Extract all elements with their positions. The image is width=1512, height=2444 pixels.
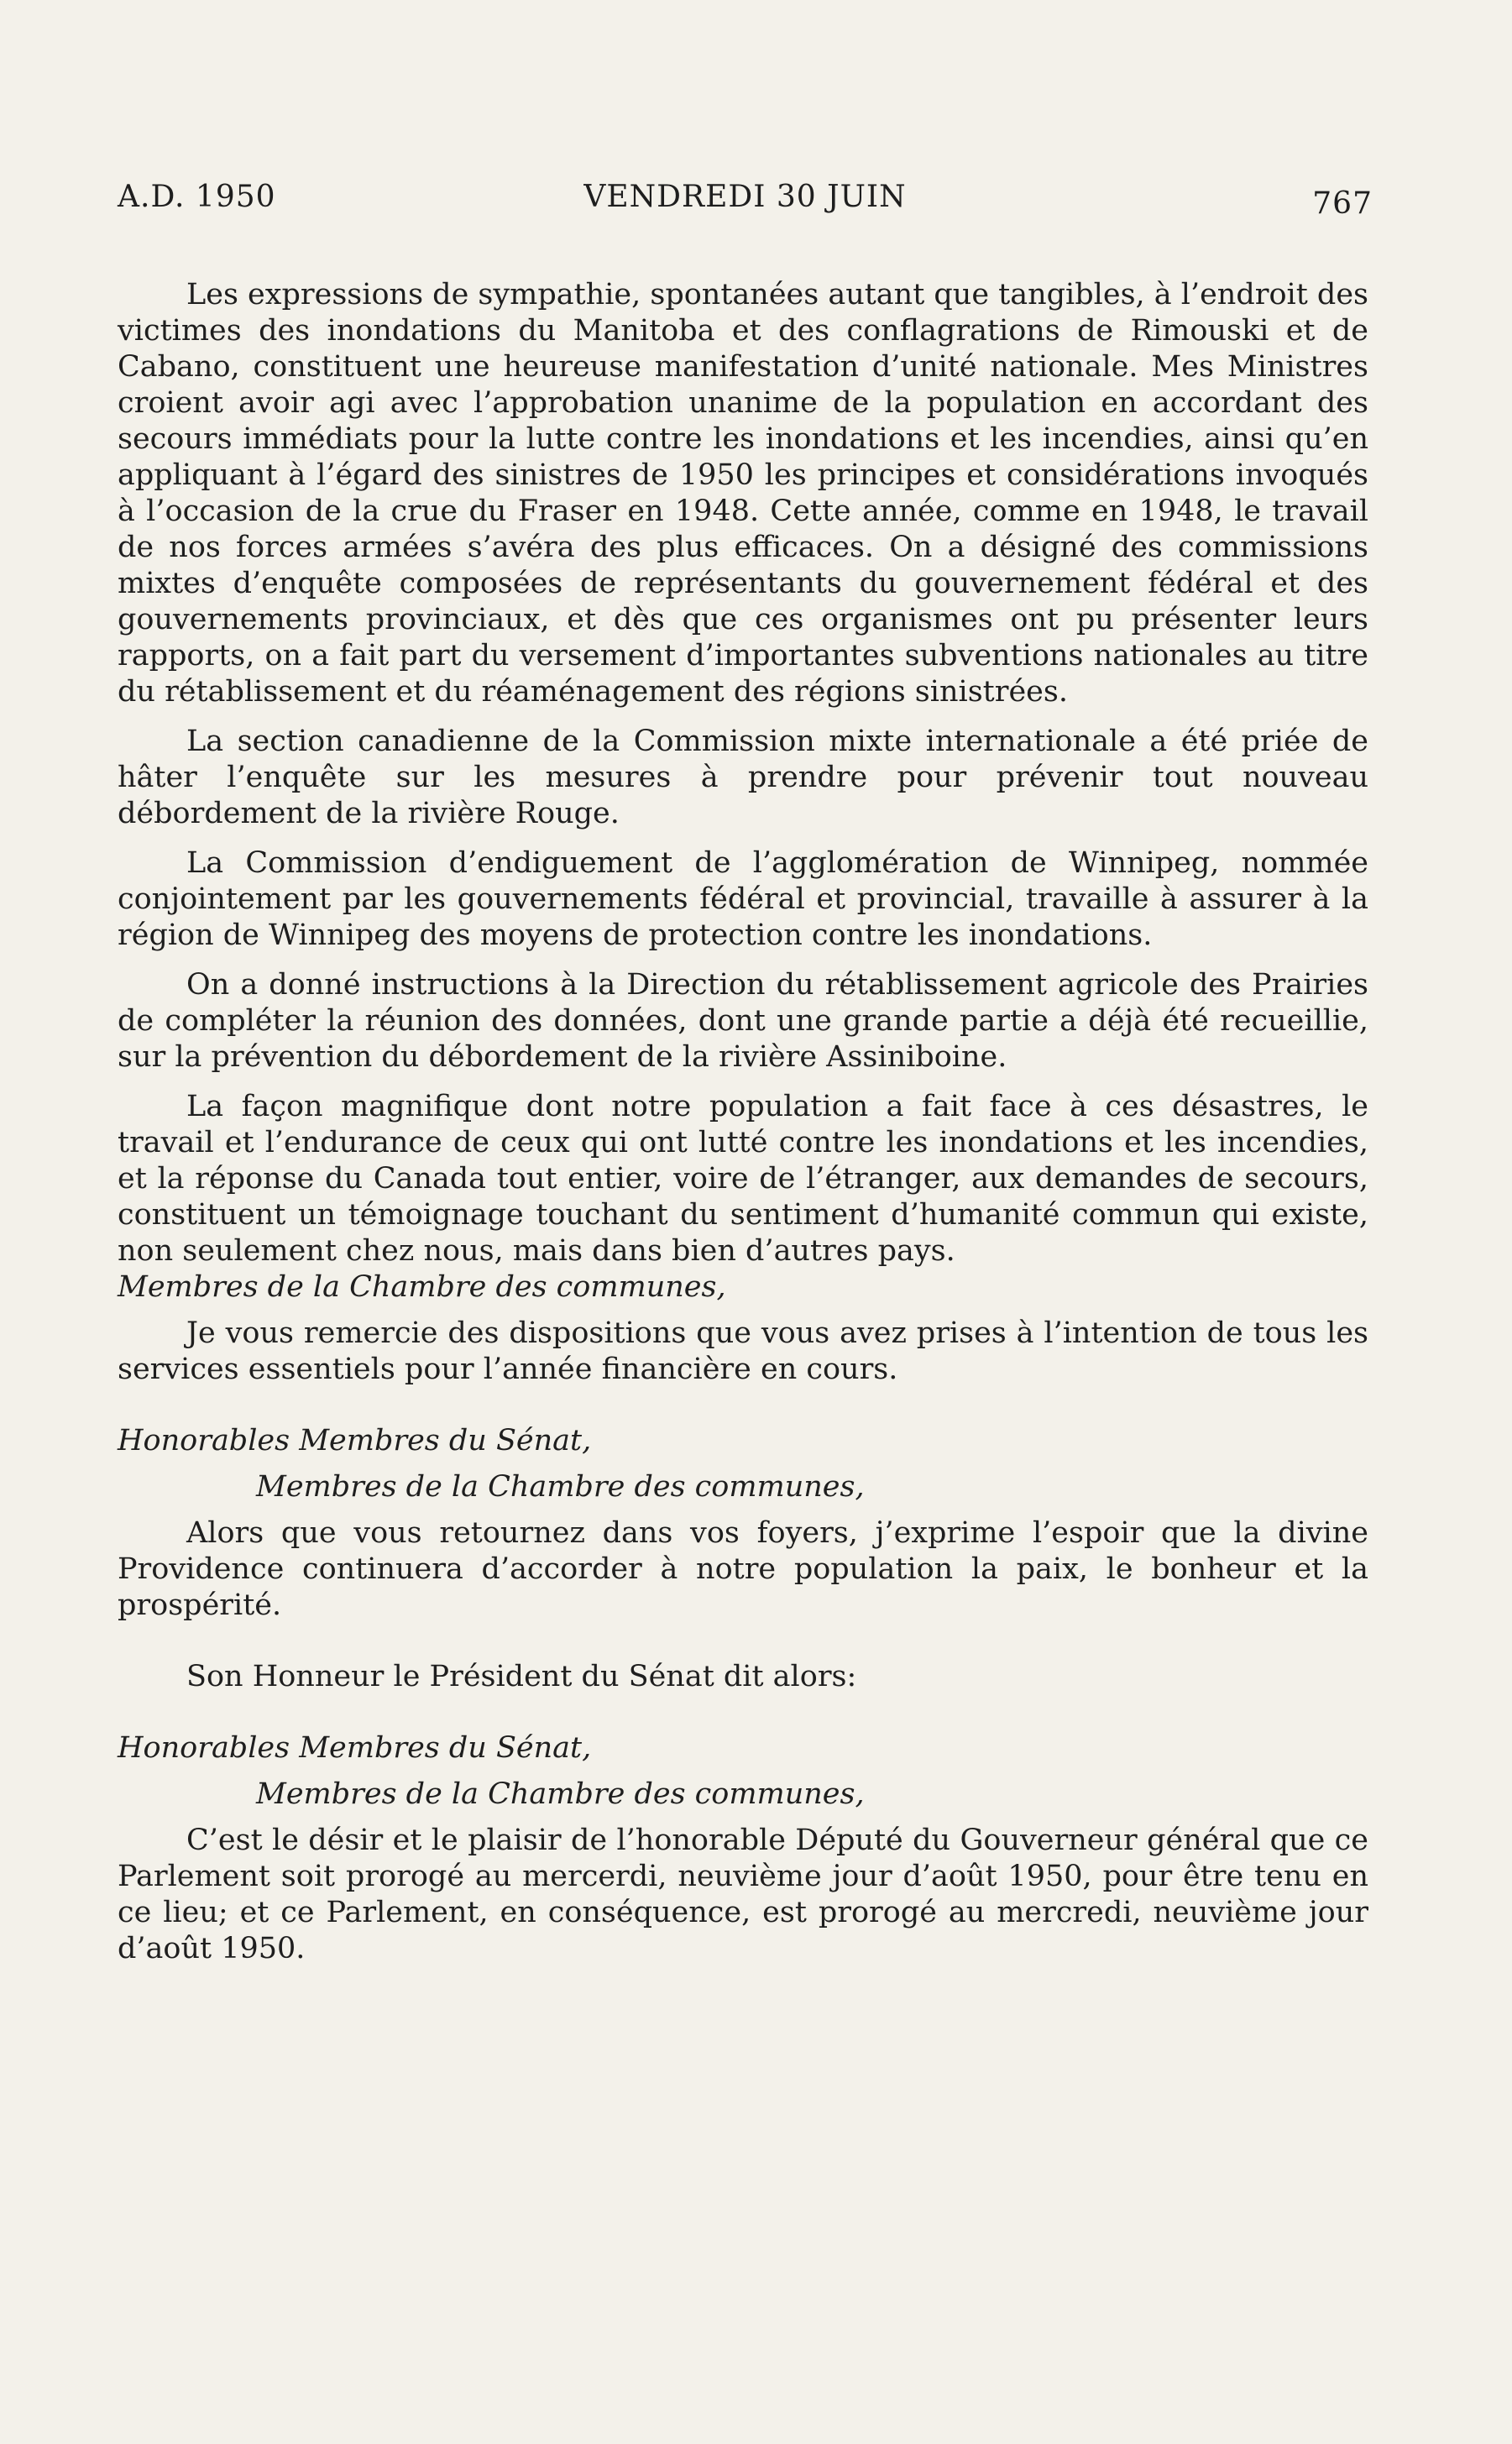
salutation: Honorables Membres du Sénat, — [118, 1424, 592, 1458]
paragraph: Les expressions de sympathie, spontanées autant que tangibles, à l’endroit des victimes des inondations du Manitoba et des conflagrations de Rimouski et de Cabano, constituent une heureuse manifestation d’unité nationale. Mes Ministres croient avoir agi avec l’approbation unanime de la population en accordant des secours immédiats pour la lutte contre les inondations et les incendies, ainsi qu’en appliquant à l’égard des sinistres de 1950 les principes et considérations invoqués à l’occasion de la crue du Fraser en 1948. Cette année, comme en 1948, le travail de nos forces armées s’avéra des plus efficaces. On a désigné des commissions mixtes d’enquête composées de représentants du gouvernement fédéral et des gouvernements provinciaux, et dès que ces organismes ont pu présenter leurs rapports, on a fait part du versement d’importantes subventions nationales au titre du rétablissement et du réaménagement des régions sinistrées. — [118, 278, 1369, 709]
page-number: 767 — [1312, 186, 1373, 221]
paragraph: La Commission d’endiguement de l’agglomération de Winnipeg, nommée conjointement par les gouvernements fédéral et provincial, travaille à assurer à la région de Winnipeg des moyens de protection contre les inondations. — [118, 846, 1368, 952]
salutation: Membres de la Chambre des communes, — [256, 1777, 865, 1811]
page-body — [118, 277, 1368, 1981]
paragraph: La façon magnifique dont notre population a fait face à ces désastres, le travail et l’endurance de ceux qui ont lutté contre les inondations et les incendies, et la réponse du Canada tout entier, voire de l’étranger, aux demandes de secours, constituent un témoignage touchant du sentiment d’humanité commun qui existe, non seulement chez nous, mais dans bien d’autres pays. — [118, 1090, 1368, 1268]
salutation: Honorables Membres du Sénat, — [118, 1731, 592, 1765]
paragraph: La section canadienne de la Commission mixte internationale a été priée de hâter l’enquête sur les mesures à prendre pour prévenir tout nouveau débordement de la rivière Rouge. — [118, 725, 1368, 830]
page-header — [118, 180, 1373, 222]
salutation: Membres de la Chambre des communes, — [256, 1470, 865, 1504]
paragraph: Son Honneur le Président du Sénat dit alors: — [186, 1660, 857, 1693]
header-year: A.D. 1950 — [118, 180, 276, 214]
paragraph: On a donné instructions à la Direction du rétablissement agricole des Prairies de compléter la réunion des données, dont une grande partie a déjà été recueillie, sur la prévention du débordement de la rivière Assiniboine. — [118, 968, 1368, 1074]
salutation: Membres de la Chambre des communes, — [118, 1270, 726, 1304]
header-date: VENDREDI 30 JUIN — [583, 180, 907, 214]
paragraph: Je vous remercie des dispositions que vous avez prises à l’intention de tous les services essentiels pour l’année financière en cours. — [118, 1316, 1368, 1386]
paragraph: Alors que vous retournez dans vos foyers, j’exprime l’espoir que la divine Providence continuera d’accorder à notre population la paix, le bonheur et la prospérité. — [118, 1516, 1368, 1622]
paragraph: C’est le désir et le plaisir de l’honorable Député du Gouverneur général que ce Parlement soit prorogé au mercerdi, neuvième jour d’août 1950, pour être tenu en ce lieu; et ce Parlement, en conséquence, est prorogé au mercredi, neuvième jour d’août 1950. — [118, 1824, 1368, 1965]
